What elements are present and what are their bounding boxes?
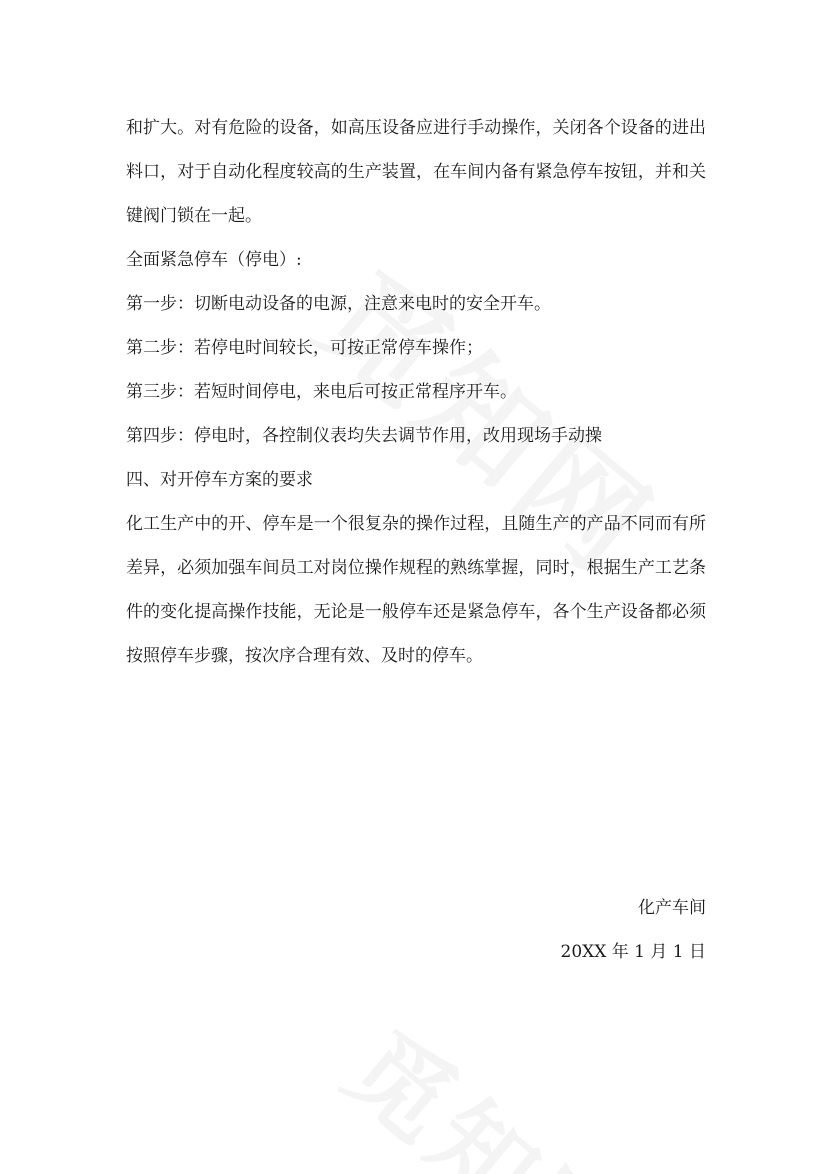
paragraph: 第二步：若停电时间较长，可按正常停车操作； bbox=[126, 338, 483, 358]
paragraph: 和扩大。对有危险的设备，如高压设备应进行手动操作，关闭各个设备的进出料口，对于自动化程度较高的生产装置，在车间内备有紧急停车按钮，并和关键阀门锁在一起。 bbox=[126, 118, 706, 226]
section-heading: 四、对开停车方案的要求 bbox=[126, 470, 313, 490]
signature-department: 化产车间 bbox=[638, 898, 706, 918]
watermark bbox=[322, 993, 663, 1174]
paragraph: 第三步：若短时间停电，来电后可按正常程序开车。 bbox=[126, 382, 517, 402]
paragraph: 全面紧急停车（停电）: bbox=[126, 250, 302, 270]
document-body bbox=[126, 106, 706, 678]
signature-date: 20XX 年 1 月 1 日 bbox=[560, 942, 706, 962]
paragraph: 化工生产中的开、停车是一个很复杂的操作过程，且随生产的产品不同而有所差异，必须加强车间员工对岗位操作规程的熟练掌握，同时，根据生产工艺条件的变化提高操作技能，无论是一般停车还是紧急停车，各个生产设备都必须按照停车步骤，按次序合理有效、及时的停车。 bbox=[126, 514, 706, 666]
paragraph: 第一步：切断电动设备的电源，注意来电时的安全开车。 bbox=[126, 294, 551, 314]
paragraph: 第四步：停电时，各控制仪表均失去调节作用，改用现场手动操 bbox=[126, 426, 602, 446]
